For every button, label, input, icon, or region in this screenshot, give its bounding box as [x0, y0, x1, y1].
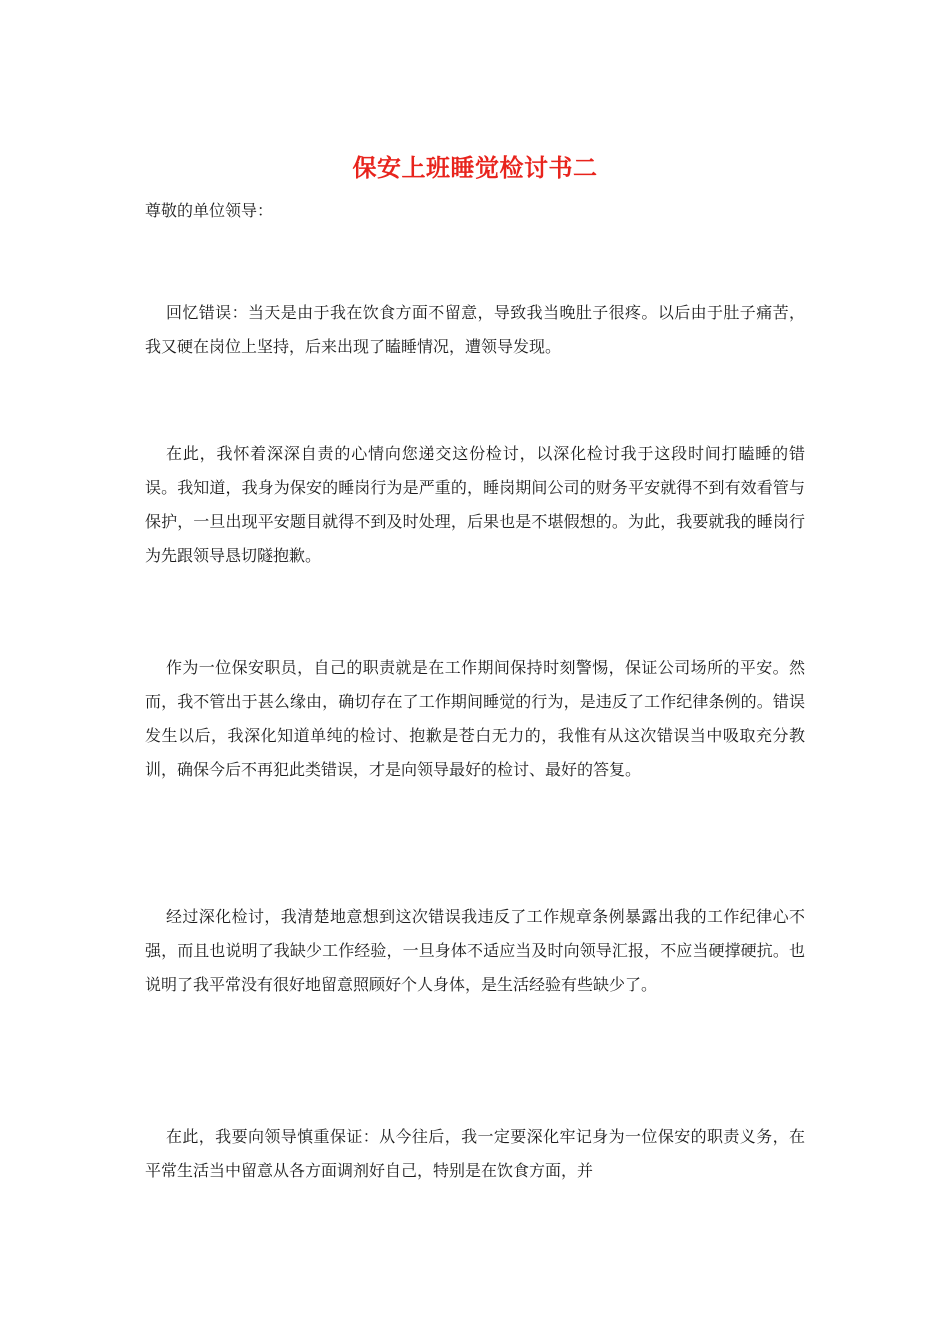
paragraph-5: 在此，我要向领导慎重保证：从今往后，我一定要深化牢记身为一位保安的职责义务，在平常生活当中留意从各方面调剂好自己，特别是在饮食方面，并	[145, 1127, 805, 1180]
paragraph-1: 回忆错误：当天是由于我在饮食方面不留意，导致我当晚肚子很疼。以后由于肚子痛苦，我又硬在岗位上坚持，后来出现了瞌睡情况，遭领导发现。	[145, 303, 805, 356]
salutation: 尊敬的单位领导：	[145, 201, 274, 220]
paragraph-2: 在此，我怀着深深自责的心情向您递交这份检讨，以深化检讨我于这段时间打瞌睡的错误。我知道，我身为保安的睡岗行为是严重的，睡岗期间公司的财务平安就得不到有效看管与保护，一旦出现平安题目就得不到及时处理，后果也是不堪假想的。为此，我要就我的睡岗行为先跟领导恳切隧抱歉。	[145, 444, 805, 565]
document-title: 保安上班睡觉检讨书二	[352, 153, 598, 182]
paragraph-4: 经过深化检讨，我清楚地意想到这次错误我违反了工作规章条例暴露出我的工作纪律心不强，而且也说明了我缺少工作经验，一旦身体不适应当及时向领导汇报，不应当硬撑硬抗。也说明了我平常没有很好地留意照顾好个人身体，是生活经验有些缺少了。	[145, 907, 805, 994]
paragraph-3: 作为一位保安职员，自己的职责就是在工作期间保持时刻警惕，保证公司场所的平安。然而，我不管出于甚么缘由，确切存在了工作期间睡觉的行为，是违反了工作纪律条例的。错误发生以后，我深化知道单纯的检讨、抱歉是苍白无力的，我惟有从这次错误当中吸取充分教训，确保今后不再犯此类错误，才是向领导最好的检讨、最好的答复。	[145, 658, 805, 779]
